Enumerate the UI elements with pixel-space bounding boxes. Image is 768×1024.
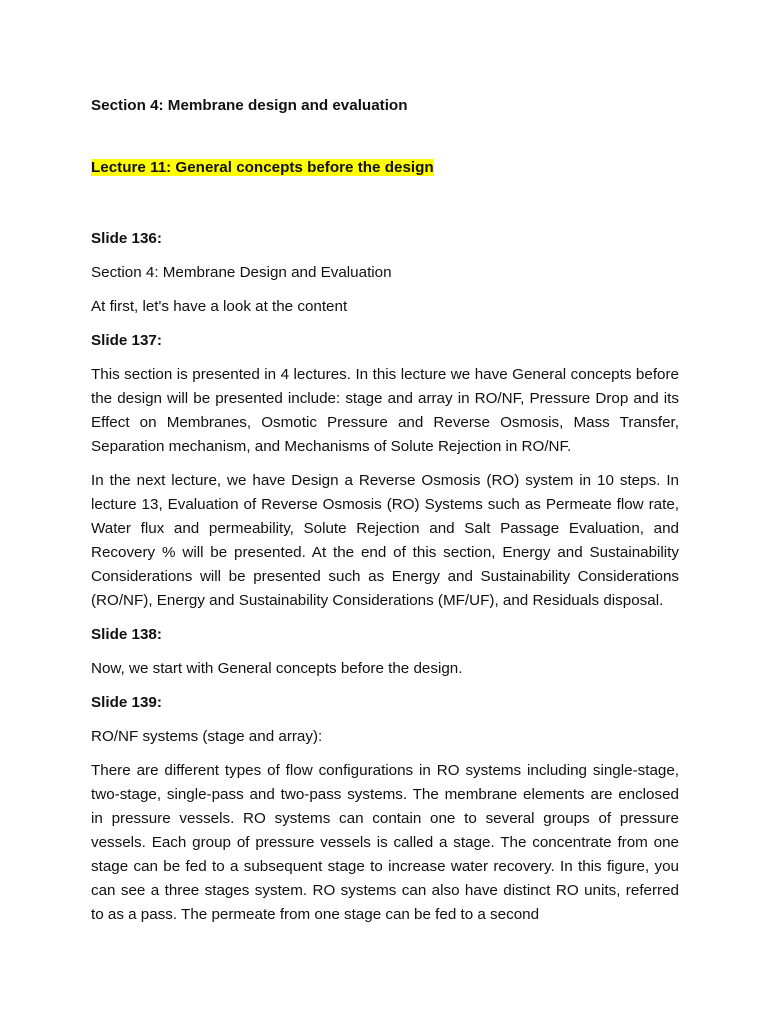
lecture-heading (91, 156, 679, 180)
paragraph: There are different types of flow configurations in RO systems including single-stage, two-stage, single-pass and two-pass systems. The membrane elements are enclosed in pressure vessels. RO systems can contain one to several groups of pressure vessels. Each group of pressure vessels is called a stage. The concentrate from one stage can be fed to a subsequent stage to increase water recovery. In this figure, you can see a three stages system. RO systems can also have distinct RO units, referred to as a pass. The permeate from one stage can be fed to a second (91, 762, 679, 923)
paragraph: At first, let's have a look at the content (91, 298, 348, 315)
paragraph: In the next lecture, we have Design a Reverse Osmosis (RO) system in 10 steps. In lecture 13, Evaluation of Reverse Osmosis (RO) Systems such as Permeate flow rate, Water flux and permeability, Solute Rejection and Salt Passage Evaluation, and Recovery % will be presented. At the end of this section, Energy and Sustainability Considerations will be presented such as Energy and Sustainability Considerations (RO/NF), Energy and Sustainability Considerations (MF/UF), and Residuals disposal. (91, 472, 679, 609)
paragraph: Section 4: Membrane Design and Evaluation (91, 264, 392, 281)
paragraph: Now, we start with General concepts before the design. (91, 660, 463, 677)
section-heading: Section 4: Membrane design and evaluation (91, 97, 408, 114)
lecture-heading-highlight: Lecture 11: General concepts before the design (91, 159, 434, 176)
slide-heading: Slide 139: (91, 694, 162, 711)
slide-heading: Slide 138: (91, 626, 162, 643)
paragraph: RO/NF systems (stage and array): (91, 728, 323, 745)
slide-heading: Slide 136: (91, 230, 162, 247)
slide-heading: Slide 137: (91, 332, 162, 349)
document-page (91, 94, 679, 927)
paragraph: This section is presented in 4 lectures. In this lecture we have General concepts before the design will be presented include: stage and array in RO/NF, Pressure Drop and its Effect on Membranes, Osmotic Pressure and Reverse Osmosis, Mass Transfer, Separation mechanism, and Mechanisms of Solute Rejection in RO/NF. (91, 366, 679, 455)
